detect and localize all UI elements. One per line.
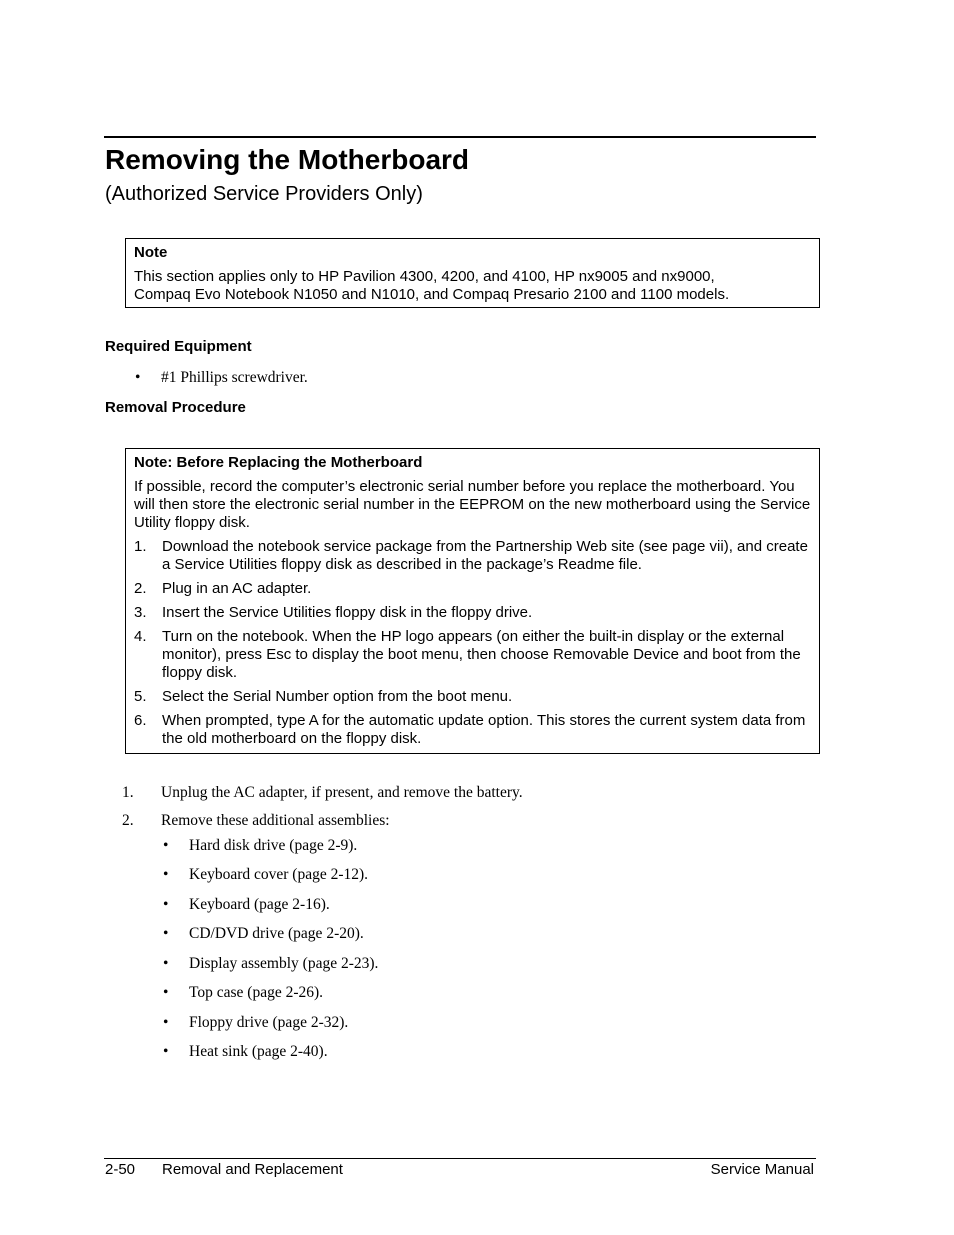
note-step [134,538,812,574]
assembly-item [163,955,378,973]
note-step-text: Download the notebook service package from the Partnership Web site (see page vii), and create a Service Utilities floppy disk as described in the package’s Readme file. [162,538,808,573]
required-item-text: #1 Phillips screwdriver. [161,369,308,386]
note-line: Compaq Evo Notebook N1050 and N1010, and Compaq Presario 2100 and 1100 models. [134,286,730,303]
note-step-number: 6. [134,712,147,729]
assembly-item-text: Keyboard (page 2-16). [189,896,330,913]
note-line: This section applies only to HP Pavilion 4300, 4200, and 4100, HP nx9005 and nx9000, [134,268,715,285]
procedure-step-number: 1. [122,784,134,801]
page-subtitle: (Authorized Service Providers Only) [105,183,423,205]
note-step-text: Insert the Service Utilities floppy disk in the floppy drive. [162,604,533,621]
note-step-number: 5. [134,688,147,705]
page-title: Removing the Motherboard [105,144,470,175]
bullet: • [163,896,169,913]
assembly-item-text: Keyboard cover (page 2-12). [189,866,369,883]
note-box-serial-number [125,448,820,754]
note-step [134,688,812,706]
note-step-text: Turn on the notebook. When the HP logo appears (on either the built-in display or the external monitor), press Esc to display the boot menu, then choose Removable Device and boot from the floppy disk. [162,628,801,681]
bullet: • [163,1043,169,1060]
note-heading: Note: Before Replacing the Motherboard [134,454,423,471]
note-step [134,712,812,748]
note-step [134,628,812,682]
note-step [134,604,812,622]
assembly-item [163,925,364,943]
assembly-item [163,1043,328,1061]
footer-manual-title: Service Manual [710,1161,814,1178]
assembly-item-text: Hard disk drive (page 2-9). [189,837,358,854]
note-step-number: 1. [134,538,147,555]
required-equipment-heading: Required Equipment [105,338,252,355]
note-step-text: When prompted, type A for the automatic update option. This stores the current system data from the old motherboard on the floppy disk. [162,712,806,747]
procedure-step-number: 2. [122,812,134,829]
procedure-step [122,784,523,802]
note-box-models [125,238,820,308]
footer-page-number: 2-50 [105,1161,136,1178]
top-rule [104,136,816,138]
procedure-step [122,812,390,830]
bullet: • [163,837,169,854]
assembly-item-text: Display assembly (page 2-23). [189,955,379,972]
bullet: • [135,369,141,386]
assembly-item [163,837,357,855]
note-step-number: 2. [134,580,147,597]
assembly-item [163,984,323,1002]
note-step-number: 3. [134,604,147,621]
note-step [134,580,812,598]
note-heading: Note [134,244,168,261]
assembly-item [163,866,368,884]
bullet: • [163,955,169,972]
assembly-item-text: Heat sink (page 2-40). [189,1043,328,1060]
required-item [135,369,308,387]
bullet: • [163,1014,169,1031]
bullet: • [163,925,169,942]
procedure-step-text: Remove these additional assemblies: [161,812,390,829]
note-step-number: 4. [134,628,147,645]
assembly-item-text: Top case (page 2-26). [189,984,324,1001]
note-step-text: Plug in an AC adapter. [162,580,312,597]
assembly-item [163,896,330,914]
procedure-step-text: Unplug the AC adapter, if present, and remove the battery. [161,784,523,801]
note-intro: If possible, record the computer’s electronic serial number before you replace the motherboard. You will then store the electronic serial number in the EEPROM on the new motherboard using the Service Utility floppy disk. [134,478,811,531]
bullet: • [163,866,169,883]
removal-procedure-heading: Removal Procedure [105,399,246,416]
note-step-text: Select the Serial Number option from the boot menu. [162,688,513,705]
bullet: • [163,984,169,1001]
assembly-item-text: CD/DVD drive (page 2-20). [189,925,364,942]
assembly-item-text: Floppy drive (page 2-32). [189,1014,349,1031]
footer-rule [104,1158,816,1159]
assembly-item [163,1014,348,1032]
footer-section: Removal and Replacement [162,1161,343,1178]
note-step-list [134,538,812,748]
